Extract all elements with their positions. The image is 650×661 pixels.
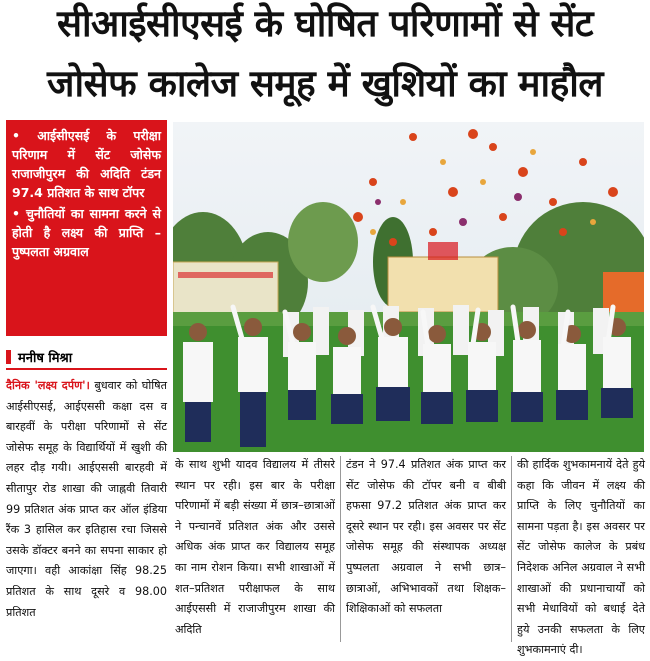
dateline: दैनिक 'लक्ष्य दर्पण'। bbox=[6, 379, 90, 392]
byline-marker bbox=[6, 350, 11, 364]
byline-author: मनीष मिश्रा bbox=[18, 351, 73, 366]
photo-illustration bbox=[173, 122, 644, 452]
highlight-item: • चुनौतियों का सामना करने से होती है लक्ष्य की प्राप्ति – पुष्पलता अग्रवाल bbox=[12, 206, 161, 259]
column-divider bbox=[511, 456, 512, 642]
byline bbox=[18, 348, 168, 366]
article-column-2: के साथ शुभी यादव विद्यालय में तीसरे स्थान पर रही। इस बार के परीक्षा परिणामों में बड़ी संख्या में छात्र–छात्राओं ने पन्चानवें प्रतिशत अंक और उससे अधिक अंक प्राप्त कर विद्यालय समूह का नाम रोशन किया। सभी शाखाओं में शत–प्रतिशत परीक्षाफल के साथ आईएससी में राजाजीपुरम शाखा की अदिति bbox=[175, 458, 335, 636]
column-text: बुधवार को घोषित आईसीएसई, आईएससी कक्षा दस व बारहवीं के परीक्षा परिणामों से सेंट जोसेफ समूह के विद्यार्थियों में खुशी की लहर दौड़ गयी। आईएससी बारहवी में सीतापुर रोड शाखा की जाह्नवी तिवारी 99 प्रतिशत अंक प्राप्त कर ऑल इंडिया रैंक 3 हासिल कर इतिहास रचा जिससे उसके डॉक्टर बनने का सपना साकार हो जाएगा। वही आकांक्षा सिंह 98.25 प्रतिशत के साथ दूसरे व 98.00 प्रतिशत bbox=[6, 379, 167, 619]
article-column-3: टंडन ने 97.4 प्रतिशत अंक प्राप्त कर सेंट जोसेफ की टॉपर बनी व बीबी हफसा 97.2 प्रतिशत अंक प्राप्त कर दूसरे स्थान पर रही। इस अवसर पर सेंट जोसेफ समूह की संस्थापक अध्यक्ष पुष्पलता अग्रवाल ने सभी छात्र–छात्राओं, अभिभावकों तथा शिक्षक–शिक्षिकाओं को सफलता bbox=[346, 458, 506, 616]
headline-line-2: जोसेफ कालेज समूह में खुशियों का माहौल bbox=[47, 62, 603, 105]
article-column-4: की हार्दिक शुभकामनायें देते हुये कहा कि जीवन में लक्ष्य की प्राप्ति के लिए चुनौतियों का सामना पड़ता है। इस अवसर पर सेंट जोसेफ कालेज के प्रबंध निदेशक अनिल अग्रवाल ने सभी शाखाओं की प्रधानाचार्यों को सभी मेधावियों को बधाई देते हुये उनकी सफलता के लिए शुभकामनाएं दी। bbox=[517, 458, 645, 657]
article-column-1 bbox=[6, 376, 167, 623]
highlight-item: • आईसीएसई के परीक्षा परिणाम में सेंट जोसेफ राजाजीपुरम की अदिति टंडन 97.4 प्रतिशत के साथ टॉपर bbox=[12, 128, 161, 200]
students-celebration-photo bbox=[173, 122, 644, 452]
highlights-box bbox=[6, 120, 167, 336]
column-divider bbox=[340, 456, 341, 642]
divider bbox=[6, 368, 167, 370]
headline-line-1: सीआईसीएसई के घोषित परिणामों से सेंट bbox=[56, 2, 594, 45]
